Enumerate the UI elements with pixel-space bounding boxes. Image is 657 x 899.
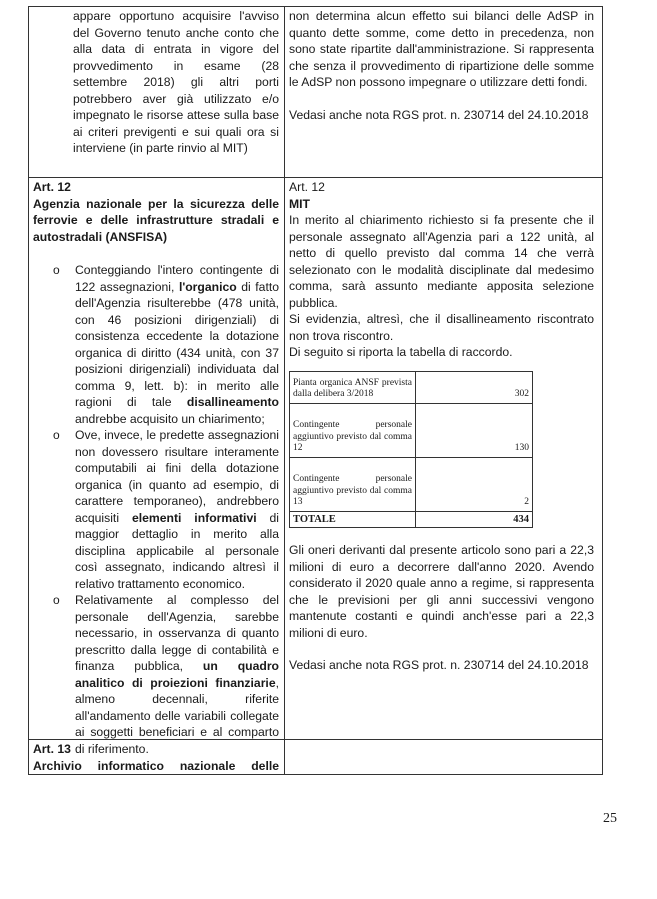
table-cell-label: Pianta organica ANSF prevista dalla delibera 3/2018 bbox=[290, 371, 416, 403]
mit-paragraph-3: Di seguito si riporta la tabella di raccordo. bbox=[289, 345, 513, 359]
observations-list bbox=[33, 262, 279, 757]
table-cell-value: 130 bbox=[416, 403, 533, 457]
reconciliation-table bbox=[289, 371, 533, 529]
page-number: 25 bbox=[603, 811, 617, 826]
table-cell-label: Contingente personale aggiuntivo previsto dal comma 12 bbox=[290, 403, 416, 457]
table-cell-label: Contingente personale aggiuntivo previsto dal comma 13 bbox=[290, 457, 416, 511]
row1-right-paragraph-1: non determina alcun effetto sui bilanci delle AdSP in quanto dette somme, come detto in precedenza, non sono state ripartite dall'amministrazione. Si rappresenta che senza il provvedimento di ripartizione delle somme le AdSP non possono impegnare o utilizzare detti fondi. bbox=[289, 9, 594, 89]
table-row bbox=[290, 371, 533, 403]
mit-paragraph-4: Gli oneri derivanti dal presente articolo sono pari a 22,3 milioni di euro a decorrere dall'anno 2020. Avendo considerato il 2020 quale anno a regime, si rappresenta che le previsioni per gli anni successivi vengono mantenute costanti e quindi anch'esse pari a 22,3 milioni di euro. bbox=[289, 543, 594, 640]
table-row bbox=[290, 403, 533, 457]
mit-paragraph-1: In merito al chiarimento richiesto si fa presente che il personale assegnato all'Agenzia pari a 122 unità, al netto di quello previsto dal comma 14 che verrà selezionato con le modalità disciplinate dal medesimo comma, sarà assunto mediante apposita selezione pubblica. bbox=[289, 213, 594, 310]
table-cell-value: 302 bbox=[416, 371, 533, 403]
row1-left-text: appare opportuno acquisire l'avviso del Governo tenuto anche conto che alla data di entrata in vigore del provvedimento in esame (28 settembre 2018) gli altri porti potrebbero aver già utilizzato e/o impegnato le risorse attese sulla base ai criteri previgenti e sui quali ora si interviene (in parte rinvio al MIT) bbox=[73, 9, 279, 155]
row1-right-paragraph-2: Vedasi anche nota RGS prot. n. 230714 del 24.10.2018 bbox=[289, 107, 589, 122]
mit-label: MIT bbox=[289, 196, 310, 211]
table-total-row bbox=[290, 511, 533, 528]
table-row bbox=[290, 457, 533, 511]
bullet-marker: o bbox=[53, 428, 60, 442]
row2-right-cell bbox=[289, 179, 594, 674]
comparison-table bbox=[28, 6, 603, 775]
mit-article-12-heading: Art. 12 bbox=[289, 180, 325, 194]
row-divider-1 bbox=[29, 177, 602, 178]
article-13-heading: Art. 13 bbox=[33, 742, 71, 756]
table-cell-value: 2 bbox=[416, 457, 533, 511]
article-13-title: Archivio informatico nazionale delle bbox=[33, 758, 279, 773]
bullet-marker: o bbox=[53, 593, 60, 607]
mit-paragraph-2: Si evidenzia, altresì, che il disallineamento riscontrato non trova riscontro. bbox=[289, 312, 594, 343]
table-total-label: TOTALE bbox=[290, 511, 416, 528]
observation-item-1: o Conteggiando l'intero contingente di 122 assegnazioni, l'organico di fatto dell'Agenzia risulterebbe (478 unità, con 46 posizioni dirigenziali) di consistenza eccedente la dotazione organica di diritto (434 unità, con 37 posizioni dirigenziali) individuata dal comma 9, lett. b): in merito alle ragioni di tale disallineamento andrebbe acquisito un chiarimento; bbox=[53, 263, 279, 426]
table-total-value: 434 bbox=[416, 511, 533, 528]
row1-right-cell bbox=[289, 8, 594, 123]
row2-left-cell bbox=[33, 179, 279, 757]
observation-item-3: o Relativamente al complesso del personale dell'Agenzia, sarebbe necessario, in osservanza di quanto prescritto dalla legge di contabilità e finanza pubblica, un quadro analitico di proiezioni finanziarie, almeno decennali, riferite all'andamento delle variabili collegate ai soggetti beneficiari e al comparto di riferimento. bbox=[53, 593, 280, 756]
column-divider bbox=[284, 7, 285, 774]
article-12-heading: Art. 12 bbox=[33, 180, 71, 194]
bullet-marker: o bbox=[53, 263, 60, 277]
article-12-title: Agenzia nazionale per la sicurezza delle ferrovie e delle infrastrutture stradali e autostradali (ANSFISA) bbox=[33, 196, 279, 244]
observation-item-2: o Ove, invece, le predette assegnazioni non dovessero risultare interamente computabili ai fini della dotazione organica (in quanto ad esempio, di carattere temporaneo), andrebbero acquisiti elementi informativi di maggior dettaglio in merito alla disciplina applicabile al personale così assegnato, indicando altresì il relativo trattamento economico. bbox=[53, 428, 280, 591]
row3-left-cell bbox=[33, 741, 279, 774]
mit-paragraph-5: Vedasi anche nota RGS prot. n. 230714 del 24.10.2018 bbox=[289, 658, 589, 672]
row1-left-cell bbox=[73, 8, 279, 157]
